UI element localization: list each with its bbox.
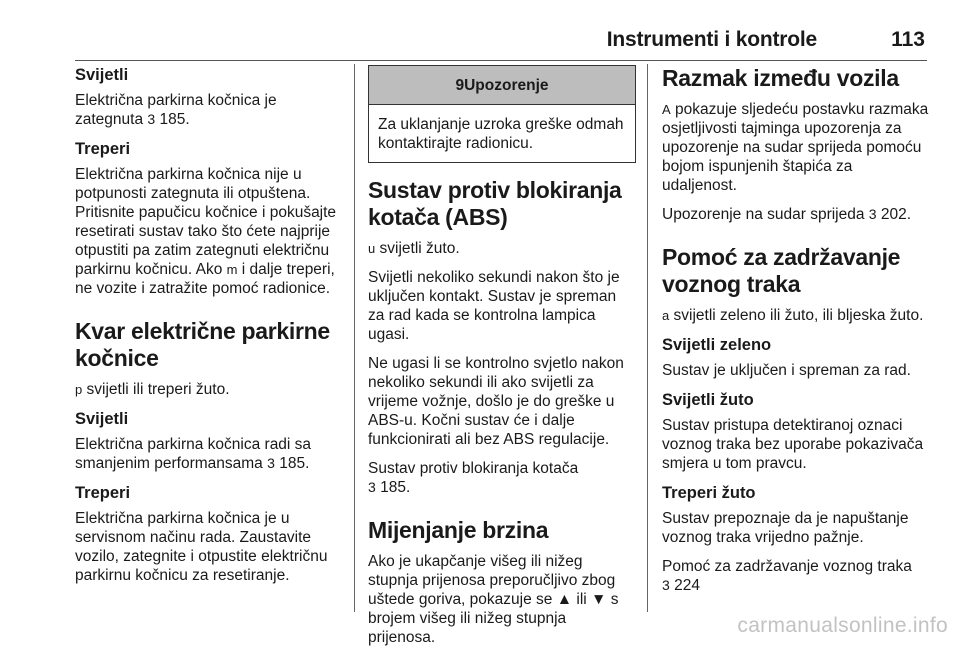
triangle-up-icon: ▲ xyxy=(556,591,573,608)
epb-fault-icon: p xyxy=(75,382,83,397)
page-ref-icon: 3 xyxy=(267,455,275,471)
page-title: Instrumenti i kontrole xyxy=(606,28,817,51)
heading-svijetli-1: Svijetli xyxy=(75,66,129,84)
heading-svijetli-zuto: Svijetli žuto xyxy=(662,391,754,409)
warning-box xyxy=(368,65,636,163)
warning-text: Za uklanjanje uzroka greške odmah kontaktirajte radionicu. xyxy=(378,116,624,152)
paragraph-mijenjanje: Ako je ukapčanje višeg ili nižeg stupnja prijenosa preporučljivo zbog uštede goriva, pokazuje se ▲ ili ▼ s brojem višeg ili nižeg stupnja prijenosa. xyxy=(368,553,619,646)
page-ref-icon: 3 xyxy=(662,577,670,593)
page-header xyxy=(75,28,927,58)
column-divider-1 xyxy=(354,64,355,612)
page-ref[interactable]: 224 xyxy=(674,577,700,594)
warning-title: Upozorenje xyxy=(464,77,549,94)
page-number: 113 xyxy=(891,28,925,51)
page-ref[interactable]: 202. xyxy=(880,206,912,223)
heading-treperi-zuto: Treperi žuto xyxy=(662,484,756,502)
paragraph-svijetli-2: Električna parkirna kočnica radi sa smanjenim performansama 3 185. xyxy=(75,436,312,472)
paragraph-svijetli-zeleno: Sustav je uključen i spreman za rad. xyxy=(662,362,911,379)
heading-abs: Sustav protiv blokiranja kotača (ABS) xyxy=(368,177,622,230)
paragraph-abs-3: Ne ugasi li se kontrolno svjetlo nakon nekoliko sekundi ili ako svijetli za vrijeme vožnje, došlo je do greške u ABS-u. Kočni sustav će i dalje funkcionirati ali bez ABS regulacije. xyxy=(368,355,624,448)
heading-kvar: Kvar električne parkirne kočnice xyxy=(75,318,330,371)
triangle-down-icon: ▼ xyxy=(591,591,607,608)
paragraph-treperi-2: Električna parkirna kočnica je u servisnom načinu rada. Zaustavite vozilo, zategnite i otpustite električnu parkirnu kočnicu za resetiranje. xyxy=(75,510,328,584)
paragraph-pomoc-ref: Pomoć za zadržavanje voznog traka 3 224 xyxy=(662,558,912,594)
paragraph-abs-1: u svijetli žuto. xyxy=(368,240,460,257)
column-1 xyxy=(75,65,343,595)
warning-triangle-icon: 9 xyxy=(455,77,465,94)
page-ref-icon: 3 xyxy=(368,479,376,495)
heading-svijetli-2: Svijetli xyxy=(75,410,129,428)
paragraph-razmak-1: A pokazuje sljedeću postavku razmaka osjetljivosti tajminga upozorenja za upozorenje na sudar sprijeda pomoću bojom ispunjenih štapića za udaljenost. xyxy=(662,101,929,194)
page-ref-icon: 3 xyxy=(147,111,156,127)
paragraph-kvar: p svijetli ili treperi žuto. xyxy=(75,381,230,398)
paragraph-razmak-2: Upozorenje na sudar sprijeda 3 202. xyxy=(662,206,912,223)
vehicle-ahead-icon: A xyxy=(662,102,671,117)
column-divider-2 xyxy=(647,64,648,612)
page-ref[interactable]: 185. xyxy=(380,479,411,496)
lane-keep-icon: a xyxy=(662,308,670,323)
heading-treperi-1: Treperi xyxy=(75,140,131,158)
paragraph-abs-4: Sustav protiv blokiranja kotača 3 185. xyxy=(368,460,579,496)
heading-treperi-2: Treperi xyxy=(75,484,131,502)
abs-lamp-icon: u xyxy=(368,241,376,256)
page-ref[interactable]: 185. xyxy=(279,455,310,472)
paragraph-treperi-zuto: Sustav prepoznaje da je napuštanje voznog traka vrijedno pažnje. xyxy=(662,510,909,546)
page-ref-icon: 3 xyxy=(868,206,877,222)
paragraph-svijetli-zuto: Sustav pristupa detektiranoj oznaci voznog traka bez uporabe pokazivača smjera u tom pravcu. xyxy=(662,417,924,472)
epb-lamp-icon: m xyxy=(226,262,238,277)
paragraph-treperi-1: Električna parkirna kočnica nije u potpunosti zategnuta ili otpuštena. Pritisnite papučicu kočnice i pokušajte resetirati sustav tako što ćete najprije otpustiti pa zatim zategnuti električnu parkirnu kočnicu. Ako m i dalje treperi, ne vozite i zatražite pomoć radionice. xyxy=(75,166,337,297)
column-3 xyxy=(662,65,930,605)
paragraph-svijetli-1: Električna parkirna kočnica je zategnuta 3 185. xyxy=(75,92,277,128)
heading-mijenjanje: Mijenjanje brzina xyxy=(368,517,549,543)
paragraph-abs-2: Svijetli nekoliko sekundi nakon što je uključen kontakt. Sustav je spreman za rad kada se kontrolna lampica ugasi. xyxy=(368,269,620,343)
paragraph-pomoc: a svijetli zeleno ili žuto, ili bljeska žuto. xyxy=(662,307,924,324)
column-2 xyxy=(368,65,636,657)
watermark: carmanualsonline.info xyxy=(737,614,948,637)
heading-razmak: Razmak između vozila xyxy=(662,65,899,91)
header-divider xyxy=(75,60,927,61)
page-ref[interactable]: 185. xyxy=(159,111,190,128)
heading-svijetli-zeleno: Svijetli zeleno xyxy=(662,336,772,354)
heading-pomoc: Pomoć za zadržavanje voznog traka xyxy=(662,244,901,297)
warning-header xyxy=(369,66,635,105)
